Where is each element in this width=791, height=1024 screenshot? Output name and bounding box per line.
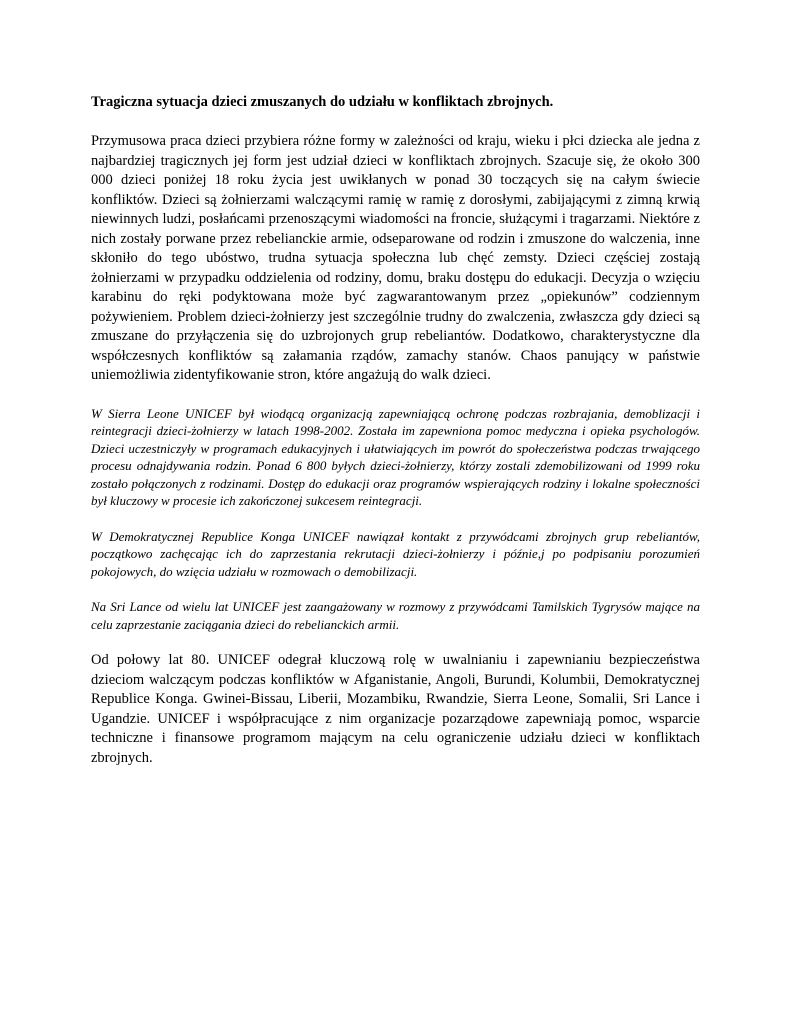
summary-paragraph: Od połowy lat 80. UNICEF odegrał kluczową rolę w uwalnianiu i zapewnianiu bezpieczeństwa dzieciom walczącym podczas konfliktów w Afganistanie, Angoli, Burundi, Kolumbii, Demokratycznej Republice Konga. Gwinei-Bissau, Liberii, Mozambiku, Rwandzie, Sierra Leone, Somalii, Sri Lance i Ugandzie. UNICEF i współpracujące z nim organizacje pozarządowe zapewniają pomoc, wsparcie techniczne i finansowe programom mającym na celu ograniczenie udziału dzieci w konfliktach zbrojnych. bbox=[91, 652, 700, 766]
sri-lanka-paragraph: Na Sri Lance od wielu lat UNICEF jest zaangażowany w rozmowy z przywódcami Tamilskich Tygrysów mające na celu zaprzestanie zaciągania dzieci do rebelianckich armii. bbox=[91, 599, 700, 632]
congo-paragraph: W Demokratycznej Republice Konga UNICEF nawiązał kontakt z przywódcami zbrojnych grup rebeliantów, początkowo zachęcając ich do zaprzestania rekrutacji dzieci-żołnierzy i późnie,j po podpisaniu porozumień pokojowych, do wzięcia udziału w rozmowach o demobilizacji. bbox=[91, 528, 700, 579]
intro-paragraph: Przymusowa praca dzieci przybiera różne formy w zależności od kraju, wieku i płci dziecka ale jedna z najbardziej tragicznych jej form jest udział dzieci w konfliktach zbrojnych. Szacuje się, że około 300 000 dzieci poniżej 18 roku życia jest uwikłanych w ponad 30 toczących się na całym świecie konfliktów. Dzieci są żołnierzami walczącymi ramię w ramię z dorosłymi, zabijającymi z zimną krwią niewinnych ludzi, posłańcami przenoszącymi wiadomości na froncie, służącymi i tragarzami. Niektóre z nich zostały porwane przez rebelianckie armie, odseparowane od rodzin i zmuszone do walczenia, inne skłoniło do tego ubóstwo, trudna sytuacja społeczna lub chęć zemsty. Dzieci częściej zostają żołnierzami w przypadku oddzielenia od rodziny, domu, braku dostępu do edukacji. Decyzja o wzięciu karabinu do ręki podyktowana może być zagwarantowanym przez „opiekunów” codziennym pożywieniem. Problem dzieci-żołnierzy jest szczególnie trudny do zwalczenia, zwłaszcza gdy dzieci są zmuszane do przyłączenia się do uzbrojonych grup rebeliantów. Dodatkowo, charakterystyczne dla współczesnych konfliktów są załamania rządów, zamachy stanów. Chaos panujący w państwie uniemożliwia zidentyfikowanie stron, które angażują do walk dzieci. bbox=[91, 133, 700, 383]
sierra-leone-paragraph: W Sierra Leone UNICEF był wiodącą organizacją zapewniającą ochronę podczas rozbrajania, demoblizacji i reintegracji dzieci-żołnierzy w latach 1998-2002. Została im zapewniona pomoc medyczna i opieka psychologów. Dzieci uczestniczyły w programach edukacyjnych i ułatwiających im powrót do społeczeństwa podczas trwającego procesu odnajdywania rodzin. Ponad 6 800 byłych dzieci-żołnierzy, którzy zostali zdemobilizowani od 1999 roku zostało połączonych z rodzinami. Dostęp do edukacji oraz programów wspierających rodziny i lokalne społeczności był kluczowy w procesie ich zakończonej sukcesem reintegracji. bbox=[91, 405, 700, 508]
document-title: Tragiczna sytuacja dzieci zmuszanych do udziału w konfliktach zbrojnych. bbox=[91, 94, 554, 110]
document-page bbox=[91, 92, 700, 787]
